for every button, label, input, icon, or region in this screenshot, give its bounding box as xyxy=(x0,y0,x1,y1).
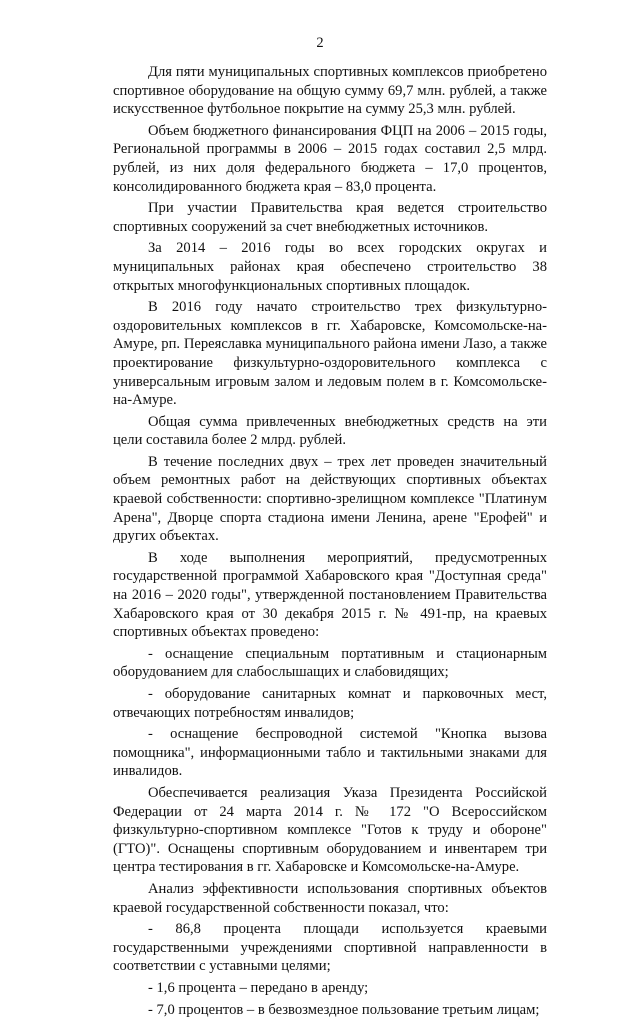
paragraph-accessible-environment: В ходе выполнения мероприятий, предусмотренных государственной программой Хабаровского края "Доступная среда" на 2016 – 2020 годы", утвержденной постановлением Правительства Хабаровского края от 30 декабря 2015 г. № 491-пр, на краевых спортивных объектах проведено: xyxy=(113,549,547,642)
paragraph-extra-budgetary-construction: При участии Правительства края ведется строительство спортивных сооружений за счет внебюджетных источников. xyxy=(113,199,547,236)
paragraph-efficiency-analysis: Анализ эффективности использования спортивных объектов краевой государственной собственности показал, что: xyxy=(113,880,547,917)
list-item-sanitary-rooms: - оборудование санитарных комнат и парковочных мест, отвечающих потребностям инвалидов; xyxy=(113,685,547,722)
paragraph-sports-grounds: За 2014 – 2016 годы во всех городских округах и муниципальных районах края обеспечено строительство 38 открытых многофункциональных спортивных площадок. xyxy=(113,239,547,295)
paragraph-budget-financing: Объем бюджетного финансирования ФЦП на 2006 – 2015 годы, Региональной программы в 2006 – 2015 годах составил 2,5 млрд. рублей, из них доля федерального бюджета – 17,0 процентов, консолидированного бюджета края – 83,0 процента. xyxy=(113,122,547,196)
list-item-area-used: - 86,8 процента площади используется краевыми государственными учреждениями спортивной направленности в соответствии с уставными целями; xyxy=(113,920,547,976)
list-item-free-use: - 7,0 процентов – в безвозмездное пользование третьим лицам; xyxy=(113,1001,547,1019)
list-item-call-button: - оснащение беспроводной системой "Кнопка вызова помощника", информационными табло и тактильными знаками для инвалидов. xyxy=(113,725,547,781)
document-body xyxy=(113,63,547,1019)
page-number: 2 xyxy=(0,34,640,52)
paragraph-sports-equipment: Для пяти муниципальных спортивных комплексов приобретено спортивное оборудование на общую сумму 69,7 млн. рублей, а также искусственное футбольное покрытие на сумму 25,3 млн. рублей. xyxy=(113,63,547,119)
paragraph-gto-decree: Обеспечивается реализация Указа Президента Российской Федерации от 24 марта 2014 г. № 172 "О Всероссийском физкультурно-спортивном комплексе "Готов к труду и обороне" (ГТО)". Оснащены спортивным оборудованием и инвентарем три центра тестирования в гг. Хабаровске и Комсомольске-на-Амуре. xyxy=(113,784,547,877)
paragraph-attracted-funds: Общая сумма привлеченных внебюджетных средств на эти цели составила более 2 млрд. рублей. xyxy=(113,413,547,450)
paragraph-fitness-complexes: В 2016 году начато строительство трех физкультурно-оздоровительных комплексов в гг. Хабаровске, Комсомольске-на-Амуре, рп. Переяславка муниципального района имени Лазо, а также проектирование физкультурно-оздоровительного комплекса с универсальным игровым залом и ледовым полем в г. Комсомольске-на-Амуре. xyxy=(113,298,547,410)
list-item-rented: - 1,6 процента – передано в аренду; xyxy=(113,979,547,998)
paragraph-repair-works: В течение последних двух – трех лет проведен значительный объем ремонтных работ на действующих спортивных объектах краевой собственности: спортивно-зрелищном комплексе "Платинум Арена", Дворце спорта стадиона имени Ленина, арене "Ерофей" и других объектах. xyxy=(113,453,547,546)
list-item-equipment: - оснащение специальным портативным и стационарным оборудованием для слабослышащих и слабовидящих; xyxy=(113,645,547,682)
